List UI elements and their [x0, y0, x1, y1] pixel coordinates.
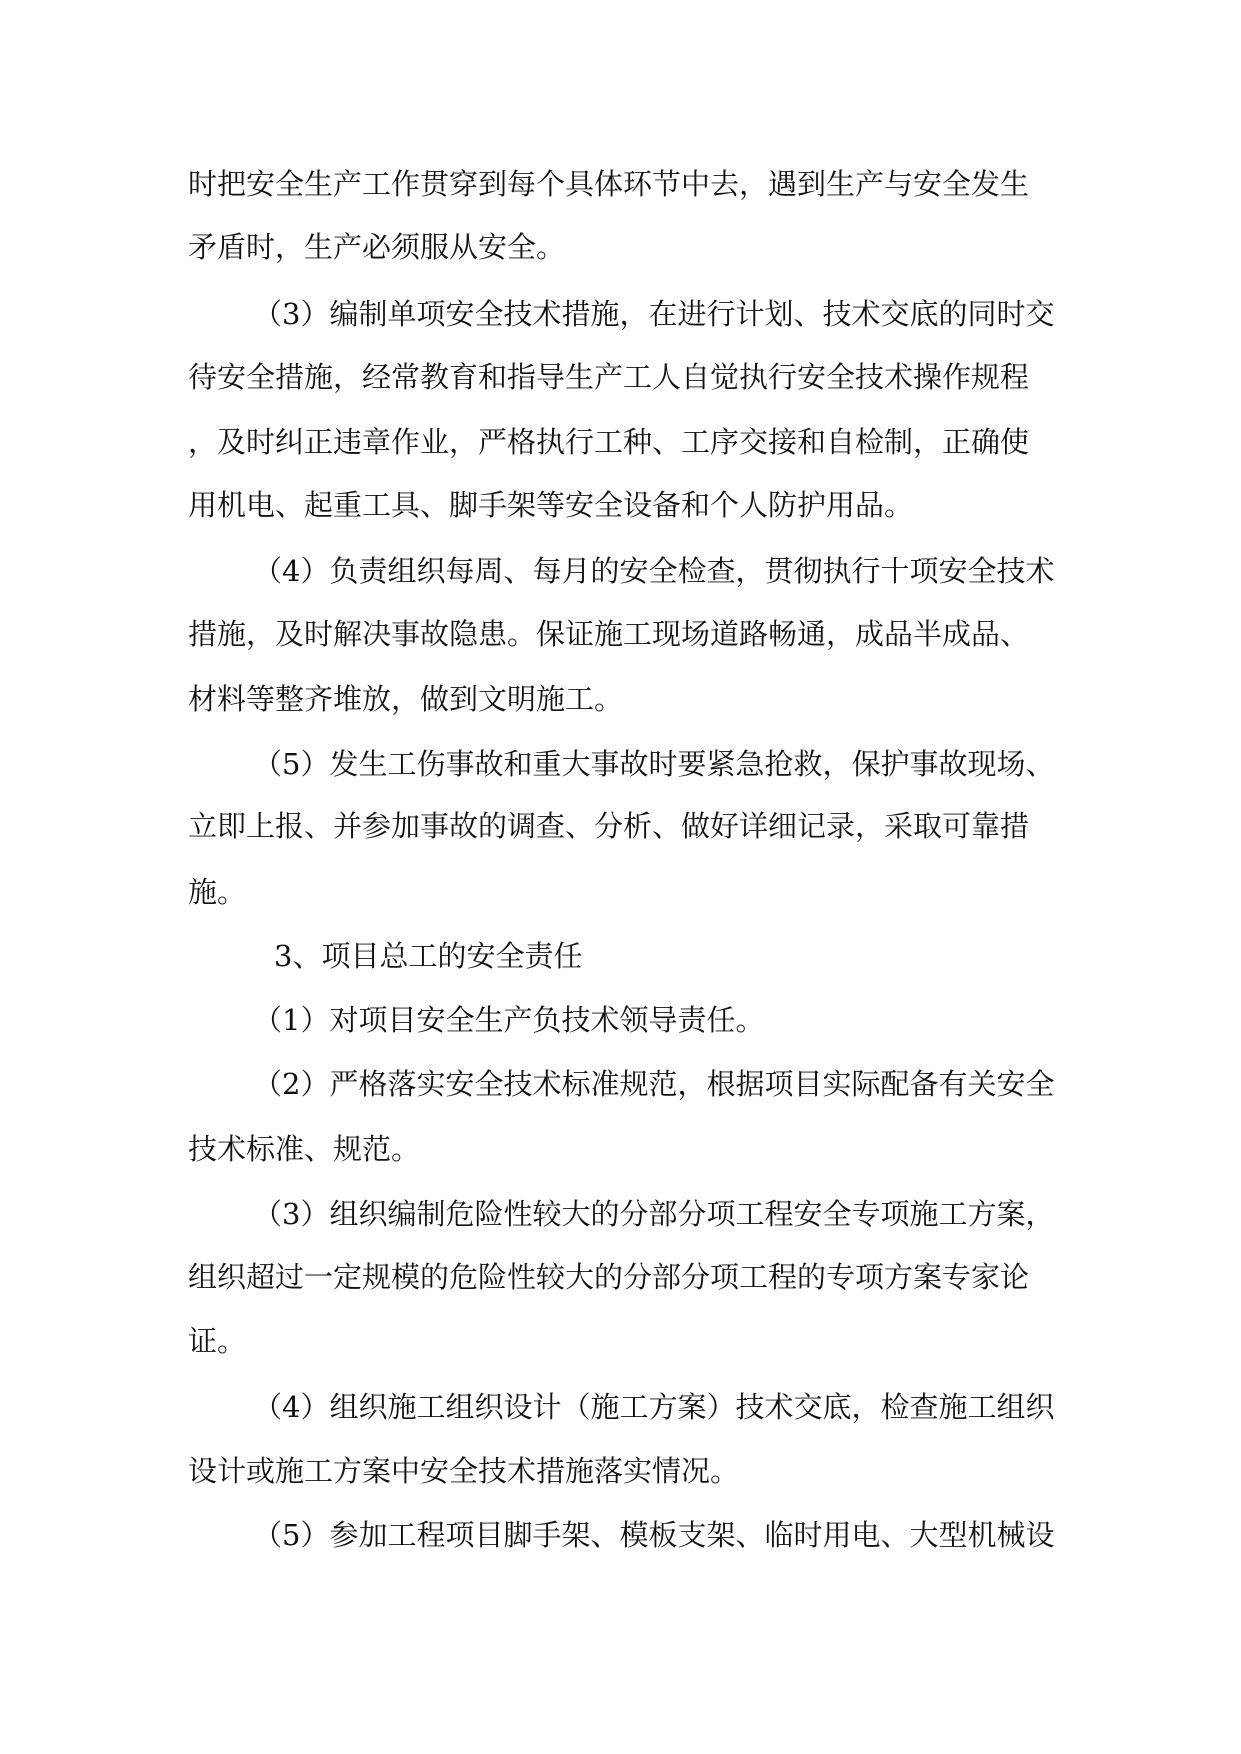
text-line: 证。	[188, 1324, 247, 1358]
paragraph-item-5: （5）发生工伤事故和重大事故时要紧急抢救，保护事故现场、	[253, 747, 1055, 781]
text-line: 材料等整齐堆放，做到文明施工。	[188, 682, 624, 716]
paragraph-item-4: （4）负责组织每周、每月的安全检查，贯彻执行十项安全技术	[253, 554, 1055, 588]
paragraph-item-1: （1）对项目安全生产负技术领导责任。	[253, 1003, 765, 1037]
paragraph-item-3: （3）编制单项安全技术措施，在进行计划、技术交底的同时交	[253, 297, 1055, 331]
section-heading: 3、项目总工的安全责任	[274, 939, 583, 973]
text-line: 措施，及时解决事故隐患。保证施工现场道路畅通，成品半成品、	[188, 617, 1030, 651]
paragraph-item-5: （5）参加工程项目脚手架、模板支架、临时用电、大型机械设	[253, 1518, 1055, 1552]
paragraph-item-2: （2）严格落实安全技术标准规范，根据项目实际配备有关安全	[253, 1067, 1055, 1101]
text-line: 立即上报、并参加事故的调查、分析、做好详细记录，采取可靠措	[188, 809, 1030, 843]
text-line: 时把安全生产工作贯穿到每个具体环节中去，遇到生产与安全发生	[188, 167, 1030, 201]
text-line: 施。	[188, 875, 247, 909]
text-line: 矛盾时，生产必须服从安全。	[188, 230, 566, 264]
text-line: 待安全措施，经常教育和指导生产工人自觉执行安全技术操作规程	[188, 360, 1030, 394]
text-line: 用机电、起重工具、脚手架等安全设备和个人防护用品。	[188, 488, 914, 522]
text-line: 组织超过一定规模的危险性较大的分部分项工程的专项方案专家论	[188, 1260, 1030, 1294]
text-line: 设计或施工方案中安全技术措施落实情况。	[188, 1454, 740, 1488]
paragraph-item-3: （3）组织编制危险性较大的分部分项工程安全专项施工方案，	[253, 1197, 1055, 1231]
text-line: ，及时纠正违章作业，严格执行工种、工序交接和自检制，正确使	[188, 425, 1030, 459]
paragraph-item-4: （4）组织施工组织设计（施工方案）技术交底，检查施工组织	[253, 1390, 1055, 1424]
text-line: 技术标准、规范。	[188, 1132, 421, 1166]
